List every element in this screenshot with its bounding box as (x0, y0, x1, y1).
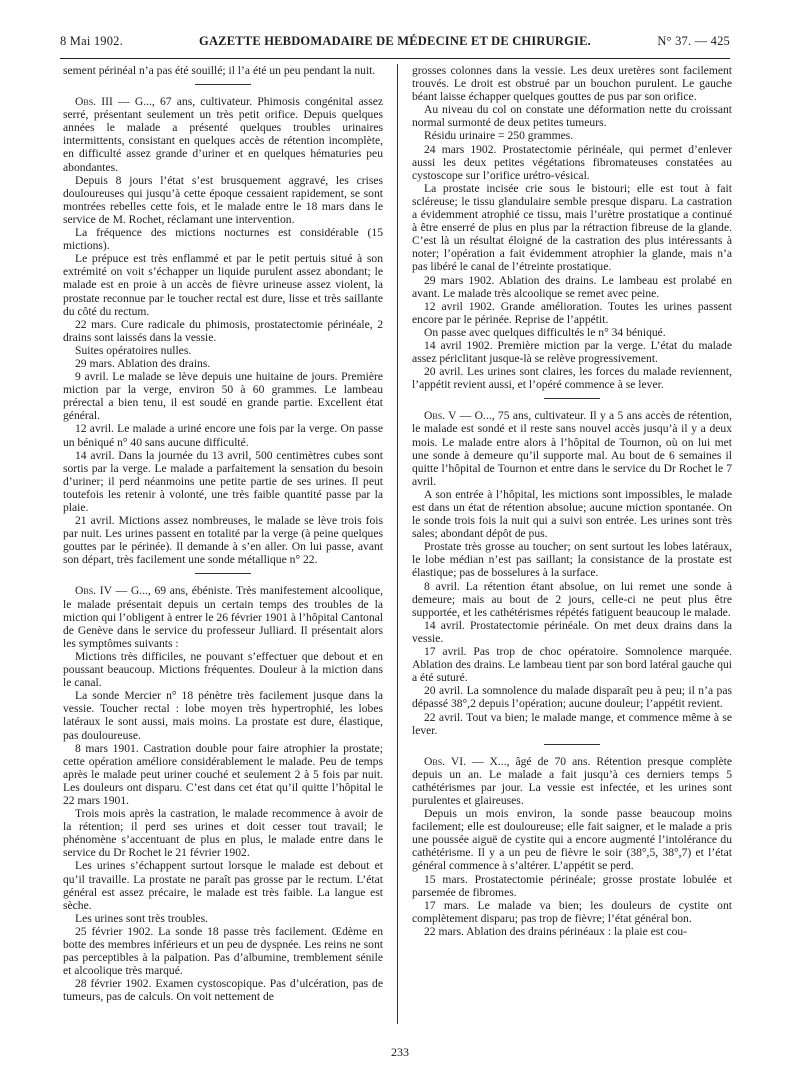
text-paragraph: 15 mars. Prostatectomie périnéale; grosse prostate lobulée et parsemée de fibromes. (412, 872, 732, 899)
section-separator (195, 84, 251, 85)
text-paragraph: On passe avec quelques difficultés le n° 34 béniqué. (424, 325, 666, 339)
observation-heading-paragraph (412, 755, 732, 807)
text-paragraph: 14 avril. Prostatectomie périnéale. On met deux drains dans la vessie. (412, 618, 732, 645)
observation-heading-paragraph (63, 584, 383, 649)
text-paragraph: 21 avril. Mictions assez nombreuses, le malade se lève trois fois par nuit. Les urines passent en totalité par la verge (à peine quelques gouttes par le périnée). Il demande à s’en aller. On lui passe, avant son départ, très facilement une sonde métallique n° 22. (63, 514, 383, 567)
text-paragraph: 14 avril. Dans la journée du 13 avril, 500 centimètres cubes sont sortis par la verge. Le malade a parfaitement la sensation du besoin d’uriner; il perd néanmoins une petite partie de ses urines. Il peut toutefois les retenir à volonté, une très faible quantité passe par la plaie. (63, 448, 383, 514)
right-column (412, 64, 732, 938)
text-paragraph: A son entrée à l’hôpital, les mictions sont impossibles, le malade est dans un état de rétention absolue; aucune miction spontanée. On le sonde trois fois la nuit qui a suivi son entrée. Les urines sont très sales; abondant dépôt de pus. (412, 487, 732, 541)
text-paragraph: Prostate très grosse au toucher; on sent surtout les lobes latéraux, le lobe médian n’est pas saillant; la consistance de la prostate est élastique; pas de bosselures à la surface. (412, 540, 732, 580)
section-separator (195, 573, 251, 574)
text-paragraph: 9 avril. Le malade se lève depuis une huitaine de jours. Première miction par la verge, environ 50 à 60 grammes. Le lambeau prérectal a bien tenu, il est soudé en grande partie. Excellent état général. (63, 370, 383, 423)
observation-text: — G..., 69 ans, ébéniste. Très manifestement alcoolique, le malade présentait depuis un certain temps des troubles de la miction qui l’obligent à entrer le 26 février 1901 à l’hôpital Cantonal de Genève dans le service du professeur Julliard. Il présentait alors les symptômes suivants : (63, 584, 383, 650)
observation-label: Obs. V (424, 409, 457, 423)
text-paragraph: 28 février 1902. Examen cystoscopique. Pas d’ulcération, pas de tumeurs, pas de calculs. On voit nettement de (63, 977, 383, 1004)
text-paragraph: 8 avril. La rétention étant absolue, on lui remet une sonde à demeure; mais au bout de 2 jours, celle-ci ne peut plus être supportée, et les cathétérismes répétés fatiguent beaucoup le malade. (412, 579, 732, 619)
observation-text: — O..., 75 ans, cultivateur. Il y a 5 ans accès de rétention, le malade est sondé et il reste sans nouvel accès jusqu’à il y a deux mois. Le malade entre alors à l’hôpital de Tournon, où on lui met une sonde à demeure qu’il supporte mal. Au bout de 6 semaines il quitte l’hôpital de Tournon et entre dans le service du Dr Rochet le 7 avril. (412, 409, 733, 488)
text-paragraph: Les urines s’échappent surtout lorsque le malade est debout et qu’il travaille. La prostate ne paraît pas grosse par le rectum. L’état général est assez précaire, le malade est très faible. La langue est sèche. (63, 859, 383, 912)
header-rule (60, 58, 730, 59)
text-paragraph: Mictions très difficiles, ne pouvant s’effectuer que debout et en poussant beaucoup. Mictions fréquentes. Douleur à la miction dans le canal. (63, 649, 383, 690)
text-paragraph: 29 mars 1902. Ablation des drains. Le lambeau est prolabé en avant. Le malade très alcoolique se remet avec peine. (412, 273, 732, 300)
text-paragraph: 17 mars. Le malade va bien; les douleurs de cystite ont complètement disparu; pas trop de fièvre; l’état général bon. (412, 898, 732, 925)
left-column (63, 64, 383, 1003)
issue-number: N° 37. — 425 (657, 34, 730, 48)
observation-label: Obs. III (75, 95, 113, 109)
text-paragraph: La prostate incisée crie sous le bistouri; elle est tout à fait scléreuse; le tissu glandulaire semble presque disparu. La castration a évidemment atrophié ce tissu, mais l’urètre prostatique a continué à être enserré de plus en plus par la rétraction fibreuse de la glande. C’est là un résultat éloigné de la castration des plus intéressants à noter; l’opération a fait évidemment atrophier la glande, mais n’a pas libéré le canal de l’étreinte prostatique. (412, 181, 732, 274)
text-paragraph: sement périnéal n’a pas été souillé; il l’a été un peu pendant la nuit. (63, 64, 376, 77)
text-paragraph: 14 avril 1902. Première miction par la verge. L’état du malade assez périclitant jusque-là se relève progressivement. (412, 338, 732, 366)
text-paragraph: Depuis 8 jours l’état s’est brusquement aggravé, les crises douloureuses qui jusqu’à cette époque cessaient rapidement, se sont montrées rebelles cette fois, et le malade entre le 18 mars dans le service de M. Rochet, réclamant une intervention. (63, 173, 383, 226)
page-folio: 233 (391, 1045, 409, 1059)
observation-label: Obs. VI (424, 754, 464, 768)
text-paragraph: Suites opératoires nulles. (75, 343, 192, 357)
observation-label: Obs. IV (75, 584, 112, 598)
observation-text: . — X..., âgé de 70 ans. Rétention presque complète depuis un an. Le malade a fait jusqu’à ces derniers temps 5 cathétérismes par jour. La vessie est infectée, et les urines sont purulentes et glaireuses. (412, 754, 732, 807)
text-paragraph: 22 mars. Cure radicale du phimosis, prostatectomie périnéale, 2 drains sont laissés dans la vessie. (63, 317, 383, 344)
text-paragraph: 29 mars. Ablation des drains. (75, 356, 211, 370)
text-paragraph: 22 avril. Tout va bien; le malade mange, et commence même à se lever. (412, 710, 732, 737)
text-paragraph: 17 avril. Pas trop de choc opératoire. Somnolence marquée. Ablation des drains. Le lambeau tient par son bord latéral gauche qui a été suturé. (412, 645, 733, 685)
journal-title: GAZETTE HEBDOMADAIRE DE MÉDECINE ET DE CHIRURGIE. (199, 34, 591, 48)
text-paragraph: Au niveau du col on constate une déformation nette du croissant normal surmonté de deux petites tumeurs. (412, 103, 732, 130)
text-paragraph: Les urines sont très troubles. (75, 911, 208, 925)
section-separator (544, 744, 600, 745)
text-paragraph: 20 avril. La somnolence du malade disparaît peu à peu; il n’a pas dépassé 38°,2 depuis l’opération; aucune douleur; l’appétit revient. (412, 684, 732, 711)
text-paragraph: 22 mars. Ablation des drains périnéaux : la plaie est cou- (424, 924, 688, 938)
text-paragraph: 12 avril 1902. Grande amélioration. Toutes les urines passent encore par le périnée. Reprise de l’appétit. (412, 299, 732, 326)
text-paragraph: Depuis un mois environ, la sonde passe beaucoup moins facilement; elle est douloureuse; elle fait saigner, et le malade a pris une poussée aiguë de cystite qui a encore augmenté l’intolérance du cathétérisme. Il y a un peu de fièvre le soir (38°,5, 38°,7) et l’état général commence à s’altérer. L’appétit se perd. (412, 807, 732, 873)
text-paragraph: Trois mois après la castration, le malade recommence à avoir de la rétention; il perd ses urines et doit cesser tout travail; le phénomène s’accentuant de plus en plus, le malade entre dans le service du Dr Rochet le 21 février 1902. (63, 807, 383, 860)
text-paragraph: 20 avril. Les urines sont claires, les forces du malade reviennent, l’appétit revient aussi, et l’opéré commence à se lever. (412, 365, 732, 392)
text-paragraph: 12 avril. Le malade a uriné encore une fois par la verge. On passe un béniqué n° 40 sans aucune difficulté. (63, 422, 383, 449)
text-paragraph: 25 février 1902. La sonde 18 passe très facilement. Œdème en botte des membres inférieurs et un peu de dyspnée. Les reins ne sont pas perceptibles à la palpation. Pas d’albumine, tremblement sénile et alcoolique très marqué. (63, 924, 383, 978)
column-divider (397, 64, 398, 1024)
text-paragraph: 24 mars 1902. Prostatectomie périnéale, qui permet d’enlever aussi les deux petites végétations fibromateuses constatées au cystoscope sur l’orifice urétro-vésical. (412, 142, 732, 182)
observation-text: — G..., 67 ans, cultivateur. Phimosis congénital assez serré, présentant seulement un très petit orifice. Depuis quelques années le malade a présenté quelques troubles urinaires intermittents, consistant en quelques accès de rétention incomplète, en difficulté assez grande d’uriner et en quelques hématuries peu abondantes. (63, 95, 383, 174)
text-paragraph: La sonde Mercier n° 18 pénètre très facilement jusque dans la vessie. Toucher rectal : lobe moyen très hypertrophié, les lobes latéraux le sont aussi, mais moins. La prostate est dure, élastique, pas douloureuse. (63, 689, 383, 742)
text-paragraph: Le prépuce est très enflammé et par le petit pertuis situé à son extrémité on voit s’échapper un liquide purulent assez abondant; le malade est en proie à un accès de fièvre urineuse assez violent, la prostate reconnue par le toucher rectal est dure, lisse et très saillante du côté du rectum. (63, 252, 383, 318)
observation-heading-paragraph (63, 95, 383, 174)
observation-heading-paragraph (412, 409, 732, 488)
section-separator (544, 398, 600, 399)
text-paragraph: Résidu urinaire = 250 grammes. (424, 129, 574, 143)
text-paragraph: La fréquence des mictions nocturnes est considérable (15 mictions). (63, 226, 383, 253)
text-paragraph: 8 mars 1901. Castration double pour faire atrophier la prostate; cette opération améliore considérablement le malade. Peu de temps après le malade peut uriner couché et seulement 2 à 5 fois par nuit. Les douleurs ont disparu. C’est dans cet état qu’il quitte l’hôpital le 22 mars 1901. (63, 741, 383, 807)
issue-date: 8 Mai 1902. (60, 34, 123, 48)
text-paragraph: grosses colonnes dans la vessie. Les deux uretères sont facilement trouvés. Le droit est obstrué par un bouchon purulent. Le gauche béant laisse échapper quelques gouttes de pus par son orifice. (412, 64, 732, 104)
